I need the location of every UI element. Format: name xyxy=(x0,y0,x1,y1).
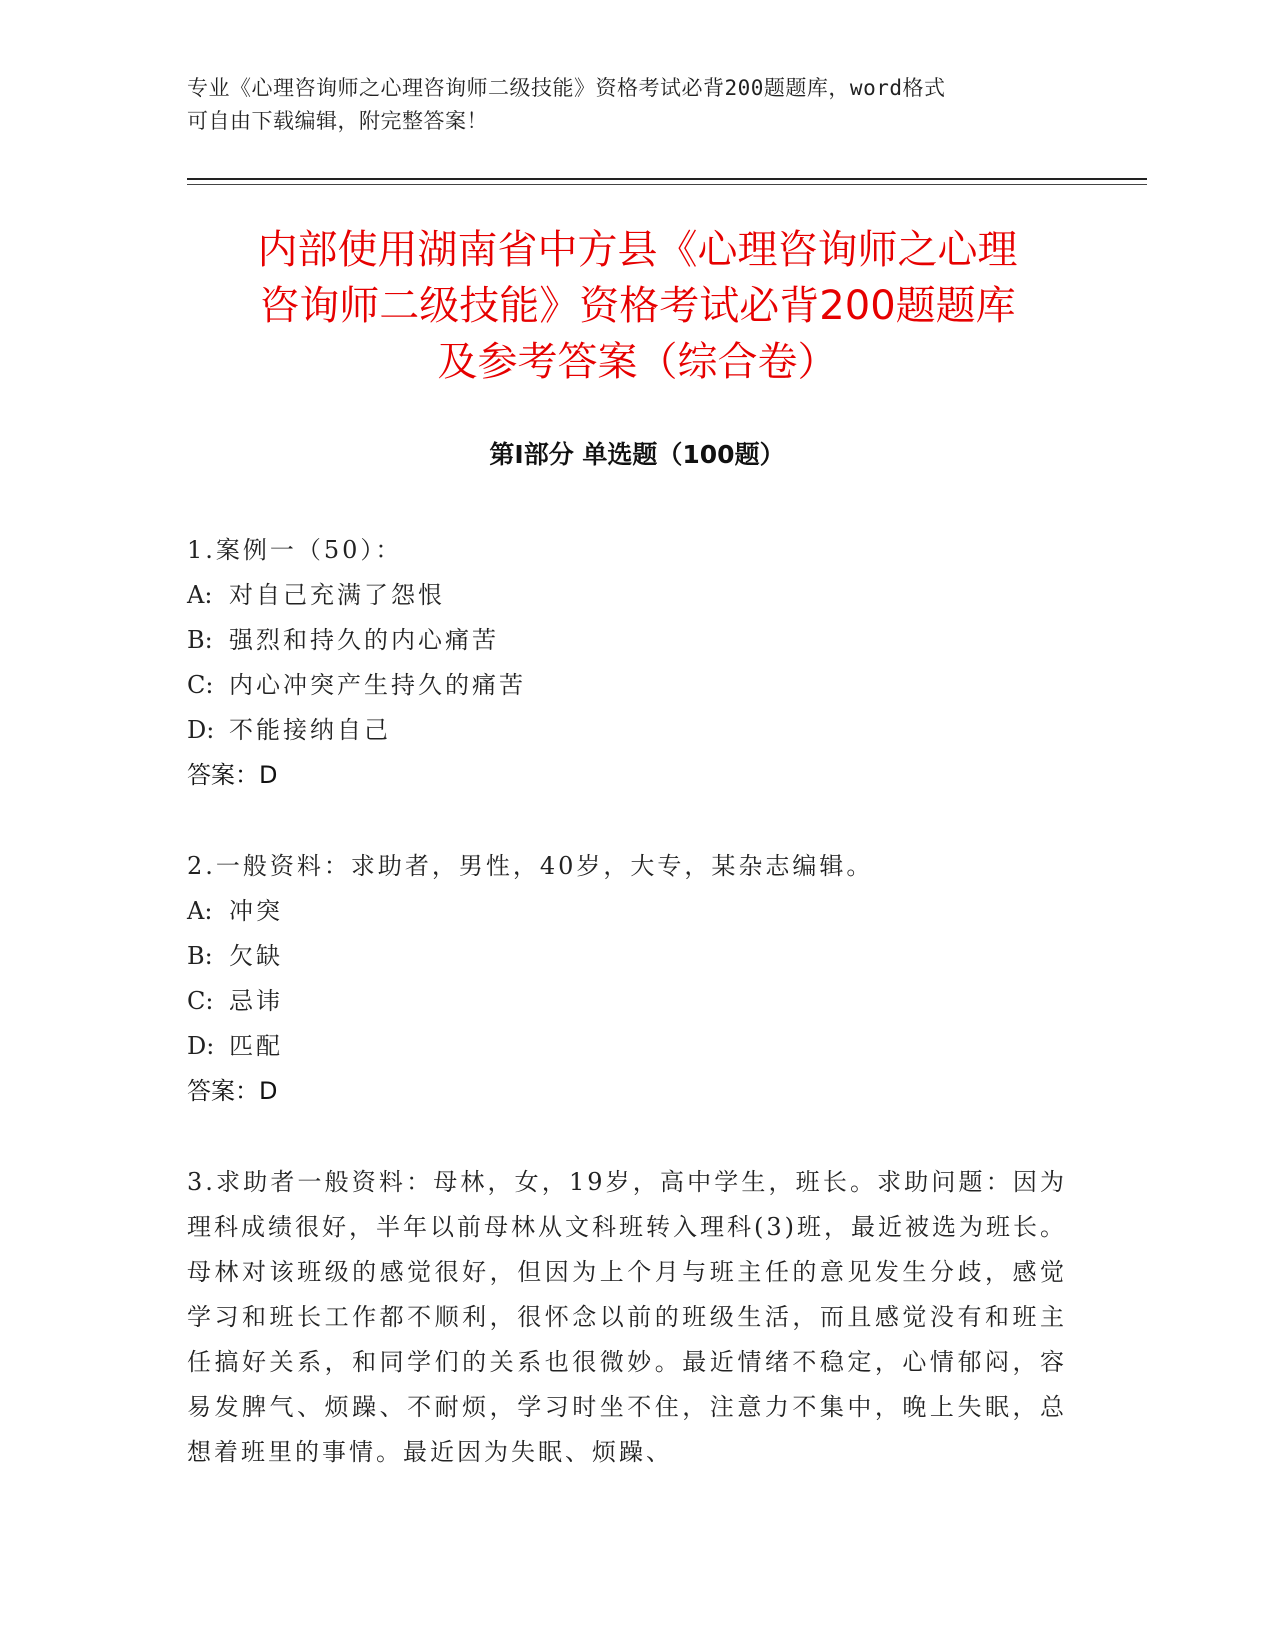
option-label: B: xyxy=(187,626,213,654)
section-title: 第Ⅰ部分 单选题（100题） xyxy=(489,440,785,469)
answer: 答案：D xyxy=(187,761,278,789)
question-stem: 1.案例一（50）： xyxy=(187,536,403,564)
option-text: 内心冲突产生持久的痛苦 xyxy=(229,671,526,699)
question-list xyxy=(187,528,1067,1521)
option-c xyxy=(187,979,1067,1024)
option-text: 忌讳 xyxy=(229,987,283,1015)
option-a xyxy=(187,889,1067,934)
question-stem: 3.求助者一般资料：母林，女，19岁，高中学生，班长。求助问题：因为理科成绩很好，半年以前母林从文科班转入理科(3)班，最近被选为班长。母林对该班级的感觉很好，但因为上个月与班主任的意见发生分歧，感觉学习和班长工作都不顺利，很怀念以前的班级生活，而且感觉没有和班主任搞好关系，和同学们的关系也很微妙。最近情绪不稳定，心情郁闷，容易发脾气、烦躁、不耐烦，学习时坐不住，注意力不集中，晚上失眠，总想着班里的事情。最近因为失眠、烦躁、 xyxy=(187,1168,1067,1466)
question-2 xyxy=(187,844,1067,1114)
option-d xyxy=(187,1024,1067,1069)
question-1 xyxy=(187,528,1067,798)
option-label: A: xyxy=(187,581,213,609)
header-rule-thin xyxy=(187,184,1147,185)
option-d xyxy=(187,708,1067,753)
header-note xyxy=(187,72,1067,138)
option-text: 不能接纳自己 xyxy=(229,716,391,744)
header-rule-thick xyxy=(187,178,1147,180)
option-label: C: xyxy=(187,671,214,699)
option-label: D: xyxy=(187,716,215,744)
question-3 xyxy=(187,1160,1067,1475)
header-note-line2: 可自由下载编辑，附完整答案！ xyxy=(187,109,488,133)
option-b xyxy=(187,618,1067,663)
document-title xyxy=(150,222,1125,390)
option-text: 欠缺 xyxy=(229,942,283,970)
option-text: 强烈和持久的内心痛苦 xyxy=(229,626,499,654)
header-note-line1: 专业《心理咨询师之心理咨询师二级技能》资格考试必背200题题库，word格式 xyxy=(187,76,946,100)
option-a xyxy=(187,573,1067,618)
option-label: C: xyxy=(187,987,214,1015)
answer: 答案：D xyxy=(187,1077,278,1105)
option-text: 冲突 xyxy=(229,897,283,925)
title-line2: 咨询师二级技能》资格考试必背200题题库 xyxy=(259,283,1016,329)
title-line3: 及参考答案（综合卷） xyxy=(437,339,838,385)
option-label: D: xyxy=(187,1032,215,1060)
option-text: 匹配 xyxy=(229,1032,283,1060)
option-text: 对自己充满了怨恨 xyxy=(229,581,445,609)
option-label: A: xyxy=(187,897,213,925)
question-stem: 2.一般资料：求助者，男性，40岁，大专，某杂志编辑。 xyxy=(187,852,874,880)
option-label: B: xyxy=(187,942,213,970)
option-b xyxy=(187,934,1067,979)
title-line1: 内部使用湖南省中方县《心理咨询师之心理 xyxy=(257,227,1018,273)
option-c xyxy=(187,663,1067,708)
